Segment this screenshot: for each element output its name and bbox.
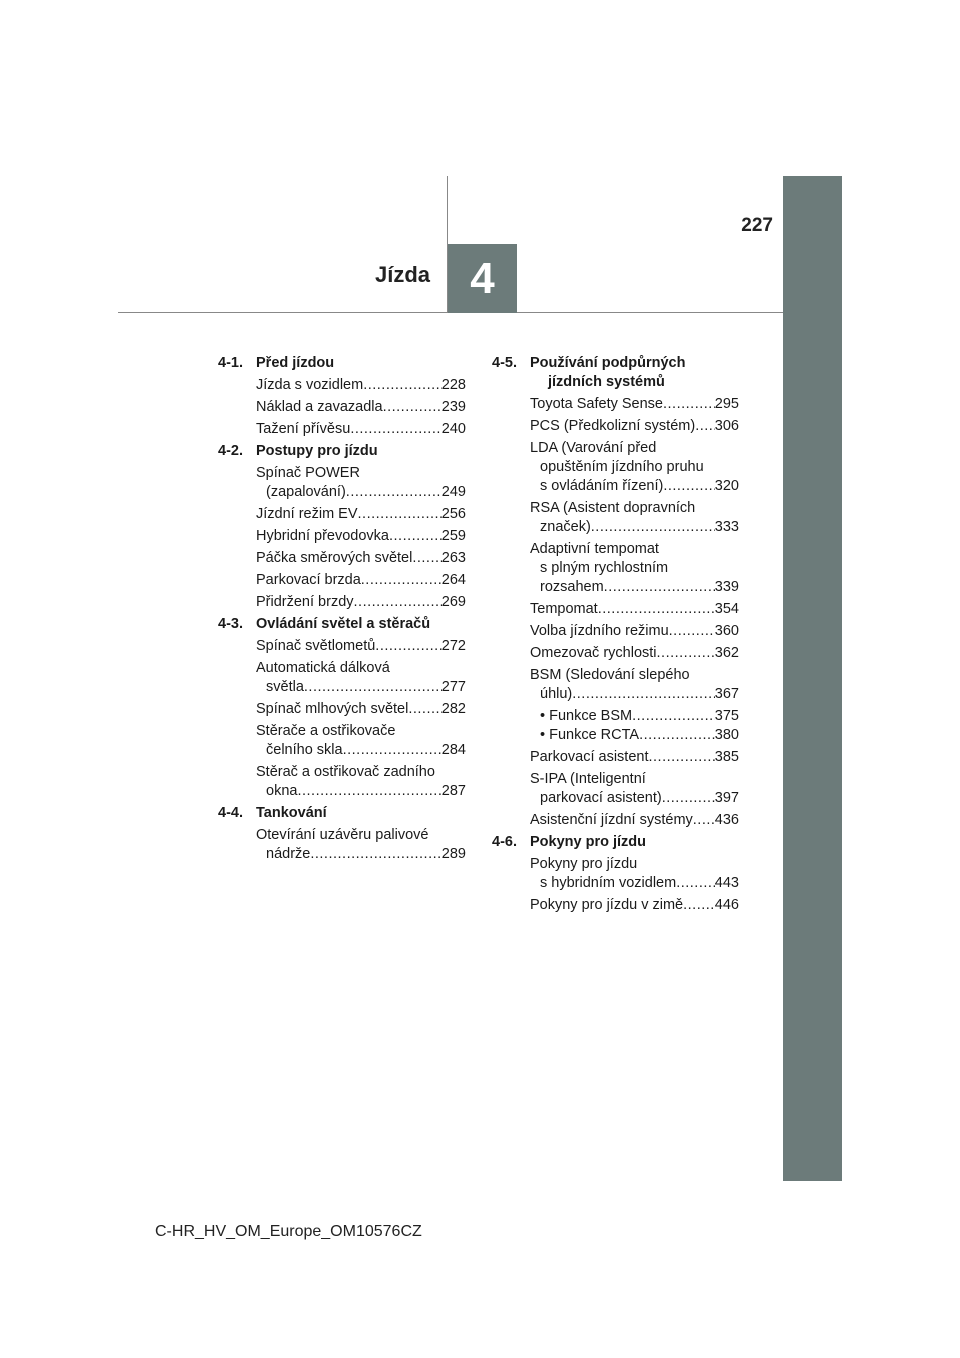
entry-text-line: Adaptivní tempomat (530, 541, 659, 557)
toc-entry[interactable] (492, 770, 739, 808)
dot-leader (648, 748, 714, 767)
entry-text: Přidržení brzdy (256, 594, 354, 610)
entry-page-number: 249 (441, 484, 466, 500)
entry-text: čelního skla (266, 742, 343, 758)
toc-entry[interactable] (218, 763, 466, 801)
toc-entry[interactable] (218, 659, 466, 697)
toc-entry[interactable] (218, 571, 466, 590)
entry-page-number: 380 (714, 727, 739, 743)
section-title (256, 615, 466, 634)
entry-text: (zapalování) (266, 484, 346, 500)
entry-page-number: 436 (714, 812, 739, 828)
entry-text: Spínač mlhových světel (256, 701, 409, 717)
dot-leader (297, 782, 441, 801)
document-id: C-HR_HV_OM_Europe_OM10576CZ (155, 1223, 422, 1240)
chapter-number-box (448, 244, 517, 313)
toc-entry[interactable] (218, 826, 466, 864)
entry-page-number: 240 (441, 421, 466, 437)
entry-page-number: 256 (441, 506, 466, 522)
section-title (256, 354, 466, 373)
toc-section (492, 354, 739, 830)
entry-last-line (256, 741, 466, 760)
toc-entry[interactable] (492, 726, 739, 745)
entry-text: úhlu) (540, 686, 573, 702)
section-title-line: Pokyny pro jízdu (530, 834, 647, 850)
entry-page-number: 446 (714, 897, 739, 913)
entry-text: světla (266, 679, 304, 695)
entry-text: parkovací asistent) (540, 790, 662, 806)
entry-last-line (256, 420, 466, 439)
dot-leader (346, 483, 442, 502)
entry-text: Asistenční jízdní systémy (530, 812, 693, 828)
entry-last-line (256, 782, 466, 801)
page-number: 227 (741, 215, 773, 236)
entry-last-line (530, 874, 739, 893)
section-title (256, 442, 466, 461)
entry-page-number: 228 (441, 377, 466, 393)
section-title-line: Ovládání světel a stěračů (256, 616, 431, 632)
toc-section (218, 442, 466, 612)
entry-text: s hybridním vozidlem (540, 875, 677, 891)
entry-last-line (256, 505, 466, 524)
toc-entry[interactable] (492, 600, 739, 619)
section-heading (218, 615, 466, 634)
entry-page-number: 397 (714, 790, 739, 806)
entry-last-line (256, 483, 466, 502)
entry-text-line: LDA (Varování před (530, 440, 657, 456)
toc-entry[interactable] (218, 549, 466, 568)
entry-last-line (530, 578, 739, 597)
entry-page-number: 339 (714, 579, 739, 595)
entry-text-line: Stěrač a ostřikovač zadního (256, 764, 435, 780)
dot-leader (693, 811, 715, 830)
toc-entry[interactable] (218, 700, 466, 719)
entry-page-number: 239 (441, 399, 466, 415)
dot-leader (632, 707, 715, 726)
section-number: 4-2. (218, 443, 243, 459)
entry-last-line (256, 549, 466, 568)
toc-entry[interactable] (218, 464, 466, 502)
dot-leader (572, 685, 715, 704)
dot-leader (310, 845, 441, 864)
section-number: 4-3. (218, 616, 243, 632)
toc-left-column (218, 354, 466, 867)
entry-text: Tempomat (530, 601, 598, 617)
entry-last-line (530, 622, 739, 641)
entry-last-line (530, 644, 739, 663)
entry-text-line: opuštěním jízdního pruhu (540, 459, 704, 475)
entry-last-line (530, 748, 739, 767)
entry-last-line (530, 811, 739, 830)
toc-entry[interactable] (218, 637, 466, 656)
entry-text: Spínač světlometů (256, 638, 376, 654)
toc-entry[interactable] (492, 439, 739, 496)
toc-entry[interactable] (492, 896, 739, 915)
entry-page-number: 362 (714, 645, 739, 661)
entry-page-number: 375 (714, 708, 739, 724)
section-title-line: Před jízdou (256, 355, 335, 371)
toc-entry[interactable] (218, 376, 466, 395)
entry-page-number: 306 (714, 418, 739, 434)
dot-leader (695, 417, 715, 436)
section-heading (492, 354, 739, 392)
entry-last-line (530, 477, 739, 496)
dot-leader (604, 578, 715, 597)
entry-text: Parkovací asistent (530, 749, 649, 765)
entry-page-number: 284 (441, 742, 466, 758)
toc-entry[interactable] (492, 622, 739, 641)
entry-last-line (530, 789, 739, 808)
dot-leader (683, 896, 715, 915)
dot-leader (361, 571, 442, 590)
section-number: 4-1. (218, 355, 243, 371)
dot-leader (598, 600, 715, 619)
section-number: 4-4. (218, 805, 243, 821)
toc-entry[interactable] (492, 855, 739, 893)
entry-text-line: Spínač POWER (256, 465, 360, 481)
toc-entry[interactable] (218, 593, 466, 612)
toc-entry[interactable] (492, 748, 739, 767)
entry-text: Omezovač rychlosti (530, 645, 657, 661)
section-heading (218, 804, 466, 823)
section-title (530, 833, 739, 852)
entry-page-number: 269 (441, 594, 466, 610)
dot-leader (363, 376, 442, 395)
entry-last-line (530, 685, 739, 704)
entry-text: Jízdní režim EV (256, 506, 358, 522)
toc-entry[interactable] (492, 499, 739, 537)
entry-page-number: 277 (441, 679, 466, 695)
entry-last-line (256, 678, 466, 697)
dot-leader (389, 527, 442, 546)
dot-leader (662, 789, 715, 808)
toc-entry[interactable] (492, 666, 739, 704)
toc-entry[interactable] (492, 395, 739, 414)
entry-last-line (256, 700, 466, 719)
entry-text: nádrže (266, 846, 311, 862)
entry-last-line (540, 726, 739, 745)
entry-last-line (540, 707, 739, 726)
toc-entry[interactable] (218, 722, 466, 760)
entry-text-line: Automatická dálková (256, 660, 390, 676)
entry-text: Náklad a zavazadla (256, 399, 383, 415)
section-title-line: Používání podpůrných (530, 355, 686, 371)
entry-text-line: RSA (Asistent dopravních (530, 500, 696, 516)
toc-section (492, 833, 739, 915)
entry-page-number: 282 (441, 701, 466, 717)
dot-leader (639, 726, 715, 745)
entry-text: PCS (Předkolizní systém) (530, 418, 696, 434)
dot-leader (657, 644, 715, 663)
section-title-line: Tankování (256, 805, 327, 821)
entry-text: Toyota Safety Sense (530, 396, 663, 412)
entry-text: rozsahem (540, 579, 604, 595)
toc-right-column (492, 354, 739, 918)
chapter-number: 4 (470, 253, 495, 303)
entry-text: Jízda s vozidlem (256, 377, 364, 393)
chapter-side-tab (783, 176, 842, 1181)
entry-page-number: 287 (441, 783, 466, 799)
toc-section (218, 804, 466, 864)
section-title-line: jízdních systémů (548, 374, 665, 390)
entry-last-line (530, 417, 739, 436)
entry-text: Volba jízdního režimu (530, 623, 669, 639)
entry-text-line: Pokyny pro jízdu (530, 856, 638, 872)
section-heading (218, 354, 466, 373)
entry-page-number: 259 (441, 528, 466, 544)
toc-entry[interactable] (492, 811, 739, 830)
entry-page-number: 264 (441, 572, 466, 588)
entry-text: Páčka směrových světel (256, 550, 413, 566)
toc-entry[interactable] (492, 644, 739, 663)
toc-entry[interactable] (492, 540, 739, 597)
toc-entry[interactable] (218, 420, 466, 439)
entry-text-line: Otevírání uzávěru palivové (256, 827, 429, 843)
entry-last-line (256, 637, 466, 656)
section-heading (492, 833, 739, 852)
dot-leader (350, 420, 441, 439)
section-title (256, 804, 466, 823)
toc-entry[interactable] (492, 707, 739, 726)
entry-text: Parkovací brzda (256, 572, 361, 588)
toc-entry[interactable] (218, 505, 466, 524)
section-number: 4-5. (492, 355, 517, 371)
entry-page-number: 385 (714, 749, 739, 765)
dot-leader (412, 549, 441, 568)
toc-entry[interactable] (218, 398, 466, 417)
entry-page-number: 333 (714, 519, 739, 535)
dot-leader (343, 741, 442, 760)
section-title (530, 354, 739, 392)
dot-leader (408, 700, 441, 719)
section-heading (218, 442, 466, 461)
entry-text: • Funkce RCTA (540, 727, 640, 743)
entry-page-number: 443 (714, 875, 739, 891)
toc-section (218, 615, 466, 801)
entry-last-line (530, 395, 739, 414)
entry-text-line: S-IPA (Inteligentní (530, 771, 646, 787)
section-number: 4-6. (492, 834, 517, 850)
dot-leader (375, 637, 442, 656)
entry-last-line (256, 527, 466, 546)
entry-text-line: Stěrače a ostřikovače (256, 723, 396, 739)
dot-leader (663, 477, 714, 496)
entry-last-line (256, 376, 466, 395)
entry-text: s ovládáním řízení) (540, 478, 664, 494)
entry-last-line (530, 518, 739, 537)
entry-text: okna (266, 783, 298, 799)
entry-page-number: 295 (714, 396, 739, 412)
dot-leader (663, 395, 715, 414)
entry-page-number: 367 (714, 686, 739, 702)
dot-leader (676, 874, 715, 893)
entry-page-number: 272 (441, 638, 466, 654)
dot-leader (358, 505, 442, 524)
entry-page-number: 289 (441, 846, 466, 862)
entry-last-line (530, 600, 739, 619)
dot-leader (354, 593, 442, 612)
entry-text: značek) (540, 519, 591, 535)
entry-text-line: s plným rychlostním (540, 560, 669, 576)
dot-leader (383, 398, 442, 417)
entry-page-number: 360 (714, 623, 739, 639)
toc-entry[interactable] (492, 417, 739, 436)
toc-section (218, 354, 466, 439)
chapter-title: Jízda (374, 262, 430, 287)
entry-page-number: 354 (714, 601, 739, 617)
entry-last-line (256, 571, 466, 590)
dot-leader (669, 622, 715, 641)
dot-leader (304, 678, 442, 697)
toc-entry[interactable] (218, 527, 466, 546)
entry-text: Tažení přívěsu (256, 421, 351, 437)
entry-last-line (530, 896, 739, 915)
entry-text: Hybridní převodovka (256, 528, 389, 544)
entry-page-number: 320 (714, 478, 739, 494)
dot-leader (591, 518, 715, 537)
entry-text: • Funkce BSM (540, 708, 633, 724)
entry-last-line (256, 845, 466, 864)
entry-text-line: BSM (Sledování slepého (530, 667, 690, 683)
entry-last-line (256, 398, 466, 417)
entry-page-number: 263 (441, 550, 466, 566)
entry-last-line (256, 593, 466, 612)
entry-text: Pokyny pro jízdu v zimě (530, 897, 684, 913)
section-title-line: Postupy pro jízdu (256, 443, 378, 459)
